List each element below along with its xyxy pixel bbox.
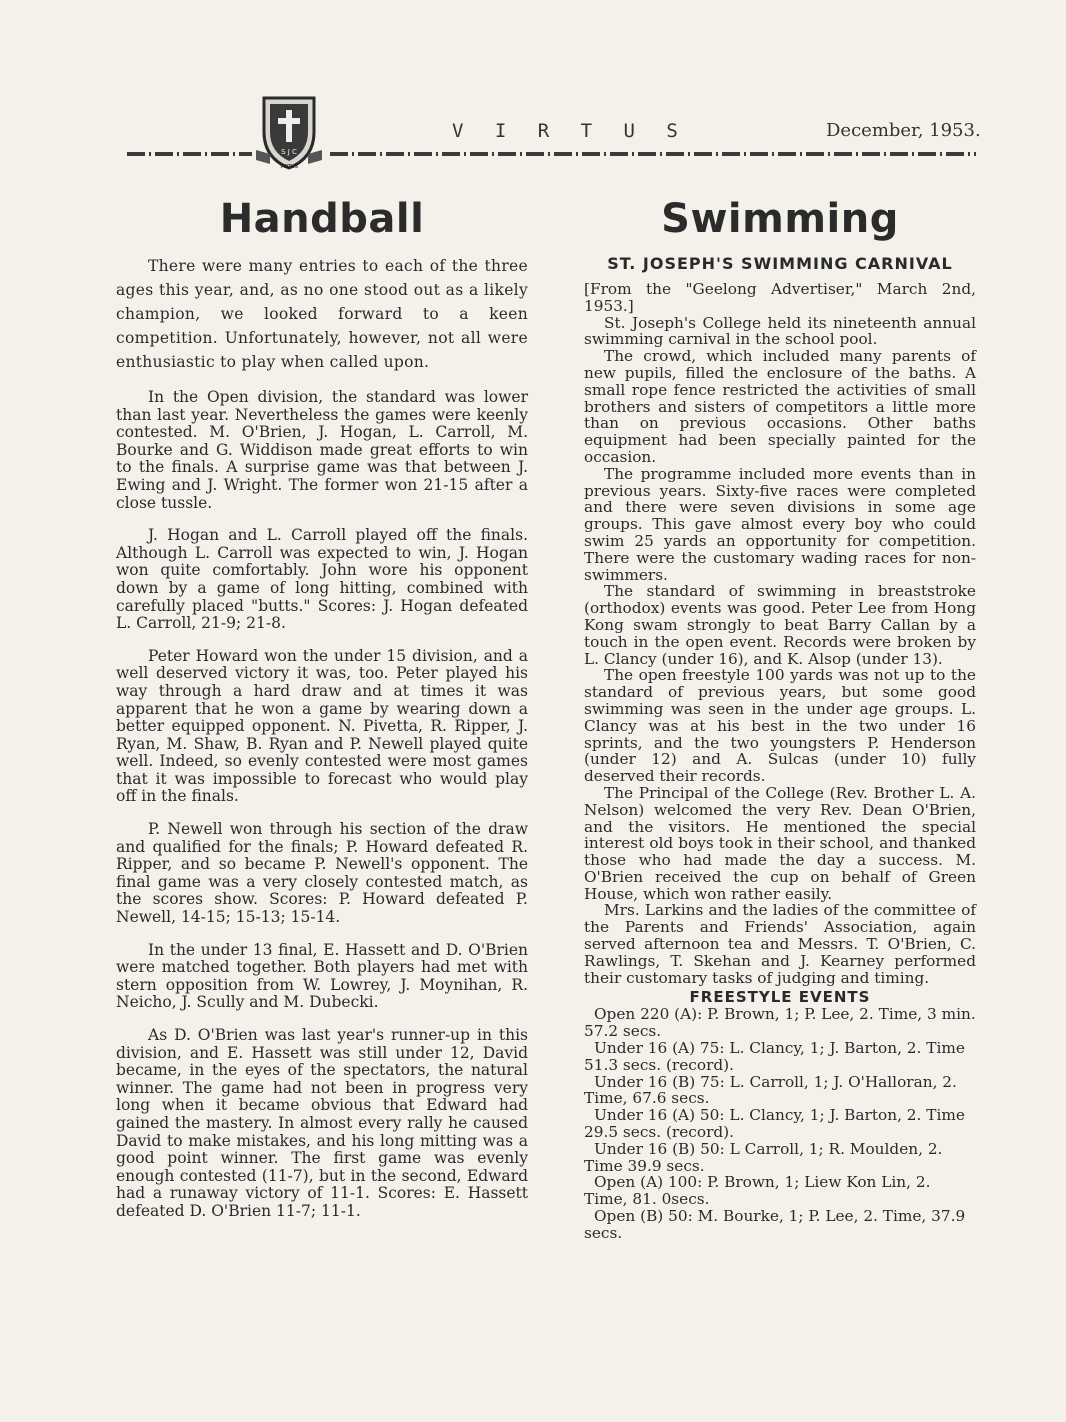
event-result: Under 16 (A) 50: L. Clancy, 1; J. Barton, 2. Time 29.5 secs. (record). <box>584 1106 965 1142</box>
issue-date: December, 1953. <box>826 120 981 141</box>
handball-paragraph: In the under 13 final, E. Hassett and D. O'Brien were matched together. Both players had met with stern opposition from W. Lowrey, J. Moynihan, R. Neicho, J. Scully and M. Dubecki. <box>116 940 528 1012</box>
event-result: Under 16 (B) 75: L. Carroll, 1; J. O'Halloran, 2. Time, 67.6 secs. <box>584 1072 957 1108</box>
swimming-paragraph: The Principal of the College (Rev. Brother L. A. Nelson) welcomed the very Rev. Dean O'Brien, and the visitors. He mentioned the special interest old boys took in their school, and thanked those who had made the day a success. M. O'Brien received the cup on behalf of Green House, which won rather easily. <box>584 783 976 903</box>
header-rule-left <box>127 152 252 156</box>
event-result: Under 16 (B) 50: L Carroll, 1; R. Moulden, 2. Time 39.9 secs. <box>584 1139 943 1175</box>
crest-letters: S J C <box>281 148 297 156</box>
swimming-paragraph: The programme included more events than in previous years. Sixty-five races were completed and there were seven divisions in some age groups. This gave almost every boy who could swim 25 yards an opportunity for competition. There were the customary wading races for non-swimmers. <box>584 464 976 584</box>
swimming-subtitle: ST. JOSEPH'S SWIMMING CARNIVAL <box>607 254 953 273</box>
swimming-paragraph: St. Joseph's College held its nineteenth annual swimming carnival in the school pool. <box>584 313 976 349</box>
handball-paragraph: P. Newell won through his section of the draw and qualified for the finals; P. Howard defeated R. Ripper, and so became P. Newell's opponent. The final game was a very closely contested match, as the scores show. Scores: P. Howard defeated P. Newell, 14-15; 15-13; 15-14. <box>116 820 528 927</box>
event-result: Under 16 (A) 75: L. Clancy, 1; J. Barton, 2. Time 51.3 secs. (record). <box>584 1039 965 1074</box>
handball-title: Handball <box>219 196 425 242</box>
event-result: Open (A) 100: P. Brown, 1; Liew Kon Lin, 2. Time, 81. 0secs. <box>584 1173 931 1209</box>
handball-paragraph: There were many entries to each of the three ages this year, and, as no one stood out as a likely champion, we looked forward to a keen competition. Unfortunately, however, not all were enthusiastic to play when called upon. <box>116 257 528 371</box>
swimming-paragraph: The standard of swimming in breaststroke (orthodox) events was good. Peter Lee from Hong Kong swam strongly to beat Barry Callan by a touch in the open event. Records were broken by L. Clancy (under 16), and K. Alsop (under 13). <box>584 582 976 668</box>
page-header <box>0 0 1066 170</box>
college-crest-icon <box>256 92 322 170</box>
handball-paragraph: As D. O'Brien was last year's runner-up in this division, and E. Hassett was still under 12, David became, in the eyes of the spectators, the natural winner. The game had not been in progress very long when it became obvious that Edward had gained the mastery. In almost every rally he caused David to make mistakes, and his long mitting was a good point winner. The first game was evenly enough contested (11-7), but in the second, Edward had a runaway victory of 11-1. Scores: E. Hassett defeated D. O'Brien 11-7; 11-1. <box>116 1026 528 1220</box>
handball-column <box>116 196 528 1236</box>
handball-paragraph: In the Open division, the standard was lower than last year. Nevertheless the games were keenly contested. M. O'Brien, J. Hogan, L. Carroll, M. Bourke and G. Widdison made great efforts to win to the finals. A surprise game was that between J. Ewing and J. Wright. The former won 21-15 after a close tussle. <box>116 388 528 512</box>
magazine-title: V I R T U S <box>452 120 688 142</box>
swimming-paragraph: The crowd, which included many parents of new pupils, filled the enclosure of the baths. A small rope fence restricted the activities of small brothers and sisters of competitors a little more than on previous occasions. Other baths equipment had been specially painted for the occasion. <box>584 347 976 466</box>
swimming-title: Swimming <box>661 196 899 242</box>
swimming-paragraph: The open freestyle 100 yards was not up to the standard of previous years, but some good swimming was seen in the under age groups. L. Clancy was at his best in the two under 16 sprints, and the two youngsters P. Henderson (under 12) and A. Sulcas (under 10) fully deserved their records. <box>584 666 976 786</box>
handball-paragraph: J. Hogan and L. Carroll played off the finals. Although L. Carroll was expected to win, J. Hogan won quite comfortably. John wore his opponent down by a game of long hitting, combined with carefully placed "butts." Scores: J. Hogan defeated L. Carroll, 21-9; 21-8. <box>116 526 528 633</box>
event-result: Open 220 (A): P. Brown, 1; P. Lee, 2. Time, 3 min. 57.2 secs. <box>584 1005 976 1041</box>
events-heading: FREESTYLE EVENTS <box>689 988 871 1007</box>
handball-paragraph: Peter Howard won the under 15 division, and a well deserved victory it was, too. Peter played his way through a hard draw and at times it was apparent that he won a game by wearing down a better equipped opponent. N. Pivetta, R. Ripper, J. Ryan, M. Shaw, B. Ryan and P. Newell played quite well. Indeed, so evenly contested were most games that it was impossible to forecast who would play off in the finals. <box>116 646 528 806</box>
header-rule-right <box>330 152 976 156</box>
event-result: Open (B) 50: M. Bourke, 1; P. Lee, 2. Time, 37.9 secs. <box>584 1207 966 1242</box>
swimming-paragraph: Mrs. Larkins and the ladies of the committee of the Parents and Friends' Association, again served afternoon tea and Messrs. T. O'Brien, C. Rawlings, T. Skehan and J. Kearney performed their customary tasks of judging and timing. <box>584 901 976 987</box>
swimming-column <box>584 196 976 1242</box>
swimming-source: [From the "Geelong Advertiser," March 2nd, 1953.] <box>584 280 976 315</box>
crest-motto: VIRTUS <box>280 164 298 170</box>
